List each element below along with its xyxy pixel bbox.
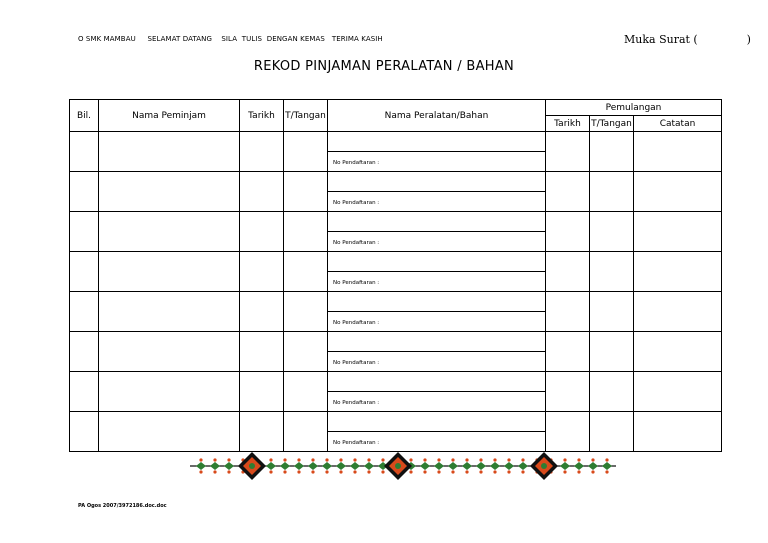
ornament-medallion-core (249, 463, 255, 469)
cell-tarikh[interactable] (240, 252, 284, 292)
ornament-dot (297, 470, 300, 473)
cell-ttangan[interactable] (284, 332, 328, 372)
col-header-ttangan: T/Tangan (284, 100, 328, 132)
ornament-dot (353, 458, 356, 461)
ornament-leaf (588, 462, 598, 470)
registration-number-label: No Pendaftaran : (333, 320, 380, 326)
ornament-dot (339, 470, 342, 473)
cell-tarikh[interactable] (240, 292, 284, 332)
ornament-dot (493, 458, 496, 461)
ornament-leaf (308, 462, 318, 470)
ornament-dot (311, 470, 314, 473)
ornament-leaf (560, 462, 570, 470)
col-header-bil: Bil. (70, 100, 99, 132)
ornament-leaf (280, 462, 290, 470)
ornament-dot (577, 470, 580, 473)
table-row (70, 292, 722, 332)
ornament-leaf (504, 462, 514, 470)
ornament-leaf (336, 462, 346, 470)
ornament-dot (591, 458, 594, 461)
ornament-dot (269, 458, 272, 461)
cell-catatan[interactable] (634, 172, 722, 212)
cell-return-ttangan[interactable] (590, 172, 634, 212)
ornament-dot (283, 458, 286, 461)
cell-ttangan[interactable] (284, 172, 328, 212)
col-header-pemulangan: Pemulangan (546, 100, 722, 116)
cell-nama-peminjam[interactable] (99, 412, 240, 452)
registration-number-label: No Pendaftaran : (333, 440, 380, 446)
cell-return-tarikh[interactable] (546, 252, 590, 292)
equipment-divider (328, 271, 545, 272)
ornament-dot (437, 458, 440, 461)
ornament-dot (451, 470, 454, 473)
ornament-dot (437, 470, 440, 473)
ornament-leaf (434, 462, 444, 470)
cell-tarikh[interactable] (240, 132, 284, 172)
equipment-divider (328, 151, 545, 152)
ornament-dot (227, 458, 230, 461)
cell-tarikh[interactable] (240, 372, 284, 412)
ornament-dot (563, 470, 566, 473)
cell-return-ttangan[interactable] (590, 412, 634, 452)
cell-return-tarikh[interactable] (546, 212, 590, 252)
cell-equipment[interactable] (328, 132, 546, 172)
col-header-tarikh: Tarikh (240, 100, 284, 132)
cell-nama-peminjam[interactable] (99, 252, 240, 292)
ornament-leaf (210, 462, 220, 470)
registration-number-label: No Pendaftaran : (333, 240, 380, 246)
cell-return-ttangan[interactable] (590, 252, 634, 292)
cell-catatan[interactable] (634, 292, 722, 332)
cell-catatan[interactable] (634, 252, 722, 292)
cell-catatan[interactable] (634, 132, 722, 172)
cell-return-tarikh[interactable] (546, 372, 590, 412)
ornament-medallion-core (541, 463, 547, 469)
ornament-dot (381, 458, 384, 461)
ornament-leaf (196, 462, 206, 470)
cell-tarikh[interactable] (240, 172, 284, 212)
cell-bil[interactable] (70, 412, 99, 452)
registration-number-label: No Pendaftaran : (333, 280, 380, 286)
table-row (70, 132, 722, 172)
registration-number-label: No Pendaftaran : (333, 400, 380, 406)
cell-catatan[interactable] (634, 412, 722, 452)
ornament-dot (451, 458, 454, 461)
ornament-medallion-core (395, 463, 401, 469)
ornament-leaf (476, 462, 486, 470)
cell-nama-peminjam[interactable] (99, 332, 240, 372)
ornament-dot (353, 470, 356, 473)
cell-bil[interactable] (70, 372, 99, 412)
cell-bil[interactable] (70, 132, 99, 172)
cell-nama-peminjam[interactable] (99, 172, 240, 212)
cell-nama-peminjam[interactable] (99, 212, 240, 252)
ornament-dot (269, 470, 272, 473)
ornament-dot (591, 470, 594, 473)
cell-catatan[interactable] (634, 332, 722, 372)
ornament-dot (213, 458, 216, 461)
ornament-dot (507, 470, 510, 473)
cell-tarikh[interactable] (240, 332, 284, 372)
cell-return-ttangan[interactable] (590, 292, 634, 332)
cell-equipment[interactable] (328, 252, 546, 292)
ornament-dot (199, 458, 202, 461)
ornament-dot (465, 470, 468, 473)
cell-equipment[interactable] (328, 212, 546, 252)
ornament-dot (479, 458, 482, 461)
ornament-leaf (448, 462, 458, 470)
col-header-nama-peminjam: Nama Peminjam (99, 100, 240, 132)
cell-return-ttangan[interactable] (590, 332, 634, 372)
cell-ttangan[interactable] (284, 252, 328, 292)
ornament-dot (297, 458, 300, 461)
ornament-dot (381, 470, 384, 473)
ornament-dot (521, 458, 524, 461)
ornament-leaf (602, 462, 612, 470)
ornament-dot (605, 470, 608, 473)
ornament-dot (199, 470, 202, 473)
ornament-dot (605, 458, 608, 461)
ornament-dot (367, 470, 370, 473)
ornament-dot (325, 470, 328, 473)
ornament-leaf (462, 462, 472, 470)
cell-ttangan[interactable] (284, 132, 328, 172)
ornament-dot (507, 458, 510, 461)
ornament-leaf (490, 462, 500, 470)
col-header-catatan: Catatan (634, 116, 722, 132)
cell-return-tarikh[interactable] (546, 412, 590, 452)
table-row (70, 212, 722, 252)
table-row (70, 252, 722, 292)
col-header-return-tarikh: Tarikh (546, 116, 590, 132)
ornament-dot (479, 470, 482, 473)
equipment-divider (328, 231, 545, 232)
cell-return-tarikh[interactable] (546, 132, 590, 172)
ornament-dot (423, 470, 426, 473)
ornament-dot (465, 458, 468, 461)
loan-record-table (69, 99, 722, 452)
registration-number-label: No Pendaftaran : (333, 360, 380, 366)
ornament-dot (311, 458, 314, 461)
cell-bil[interactable] (70, 172, 99, 212)
cell-bil[interactable] (70, 292, 99, 332)
equipment-divider (328, 191, 545, 192)
cell-equipment[interactable] (328, 372, 546, 412)
cell-bil[interactable] (70, 252, 99, 292)
cell-nama-peminjam[interactable] (99, 372, 240, 412)
footer-filename: PA Ogos 2007/3972186.doc.doc (78, 503, 167, 509)
ornament-leaf (224, 462, 234, 470)
registration-number-label: No Pendaftaran : (333, 160, 380, 166)
cell-return-ttangan[interactable] (590, 132, 634, 172)
table-row (70, 172, 722, 212)
ornament-leaf (574, 462, 584, 470)
cell-equipment[interactable] (328, 292, 546, 332)
col-header-nama-peralatan: Nama Peralatan/Bahan (328, 100, 546, 132)
cell-return-ttangan[interactable] (590, 372, 634, 412)
page-number-label: Muka Surat ( ) (624, 33, 751, 46)
cell-bil[interactable] (70, 332, 99, 372)
cell-equipment[interactable] (328, 332, 546, 372)
cell-catatan[interactable] (634, 212, 722, 252)
ornament-leaf (364, 462, 374, 470)
ornament-leaf (322, 462, 332, 470)
header-slogan: O SMK MAMBAU SELAMAT DATANG SILA TULIS DENGAN KEMAS TERIMA KASIH (78, 35, 383, 43)
ornament-dot (577, 458, 580, 461)
ornament-dot (409, 470, 412, 473)
cell-equipment[interactable] (328, 412, 546, 452)
ornament-leaf (420, 462, 430, 470)
table-row (70, 412, 722, 452)
ornament-dot (409, 458, 412, 461)
decorative-border-ornament (190, 451, 616, 481)
table-row (70, 332, 722, 372)
cell-ttangan[interactable] (284, 212, 328, 252)
equipment-divider (328, 431, 545, 432)
ornament-leaf (518, 462, 528, 470)
ornament-dot (367, 458, 370, 461)
cell-return-ttangan[interactable] (590, 212, 634, 252)
table-row (70, 372, 722, 412)
equipment-divider (328, 351, 545, 352)
ornament-dot (213, 470, 216, 473)
ornament-leaf (266, 462, 276, 470)
cell-tarikh[interactable] (240, 212, 284, 252)
cell-nama-peminjam[interactable] (99, 292, 240, 332)
ornament-dot (339, 458, 342, 461)
ornament-dot (563, 458, 566, 461)
cell-return-tarikh[interactable] (546, 292, 590, 332)
ornament-dot (227, 470, 230, 473)
cell-ttangan[interactable] (284, 372, 328, 412)
ornament-dot (521, 470, 524, 473)
equipment-divider (328, 391, 545, 392)
ornament-leaf (350, 462, 360, 470)
ornament-dot (283, 470, 286, 473)
cell-nama-peminjam[interactable] (99, 132, 240, 172)
cell-catatan[interactable] (634, 372, 722, 412)
cell-ttangan[interactable] (284, 412, 328, 452)
page-title: REKOD PINJAMAN PERALATAN / BAHAN (253, 59, 515, 74)
cell-tarikh[interactable] (240, 412, 284, 452)
ornament-dot (325, 458, 328, 461)
cell-ttangan[interactable] (284, 292, 328, 332)
cell-return-tarikh[interactable] (546, 172, 590, 212)
cell-bil[interactable] (70, 212, 99, 252)
cell-return-tarikh[interactable] (546, 332, 590, 372)
ornament-leaf (294, 462, 304, 470)
col-header-return-ttangan: T/Tangan (590, 116, 634, 132)
equipment-divider (328, 311, 545, 312)
table-body (70, 132, 722, 452)
registration-number-label: No Pendaftaran : (333, 200, 380, 206)
ornament-dot (493, 470, 496, 473)
ornament-dot (423, 458, 426, 461)
cell-equipment[interactable] (328, 172, 546, 212)
